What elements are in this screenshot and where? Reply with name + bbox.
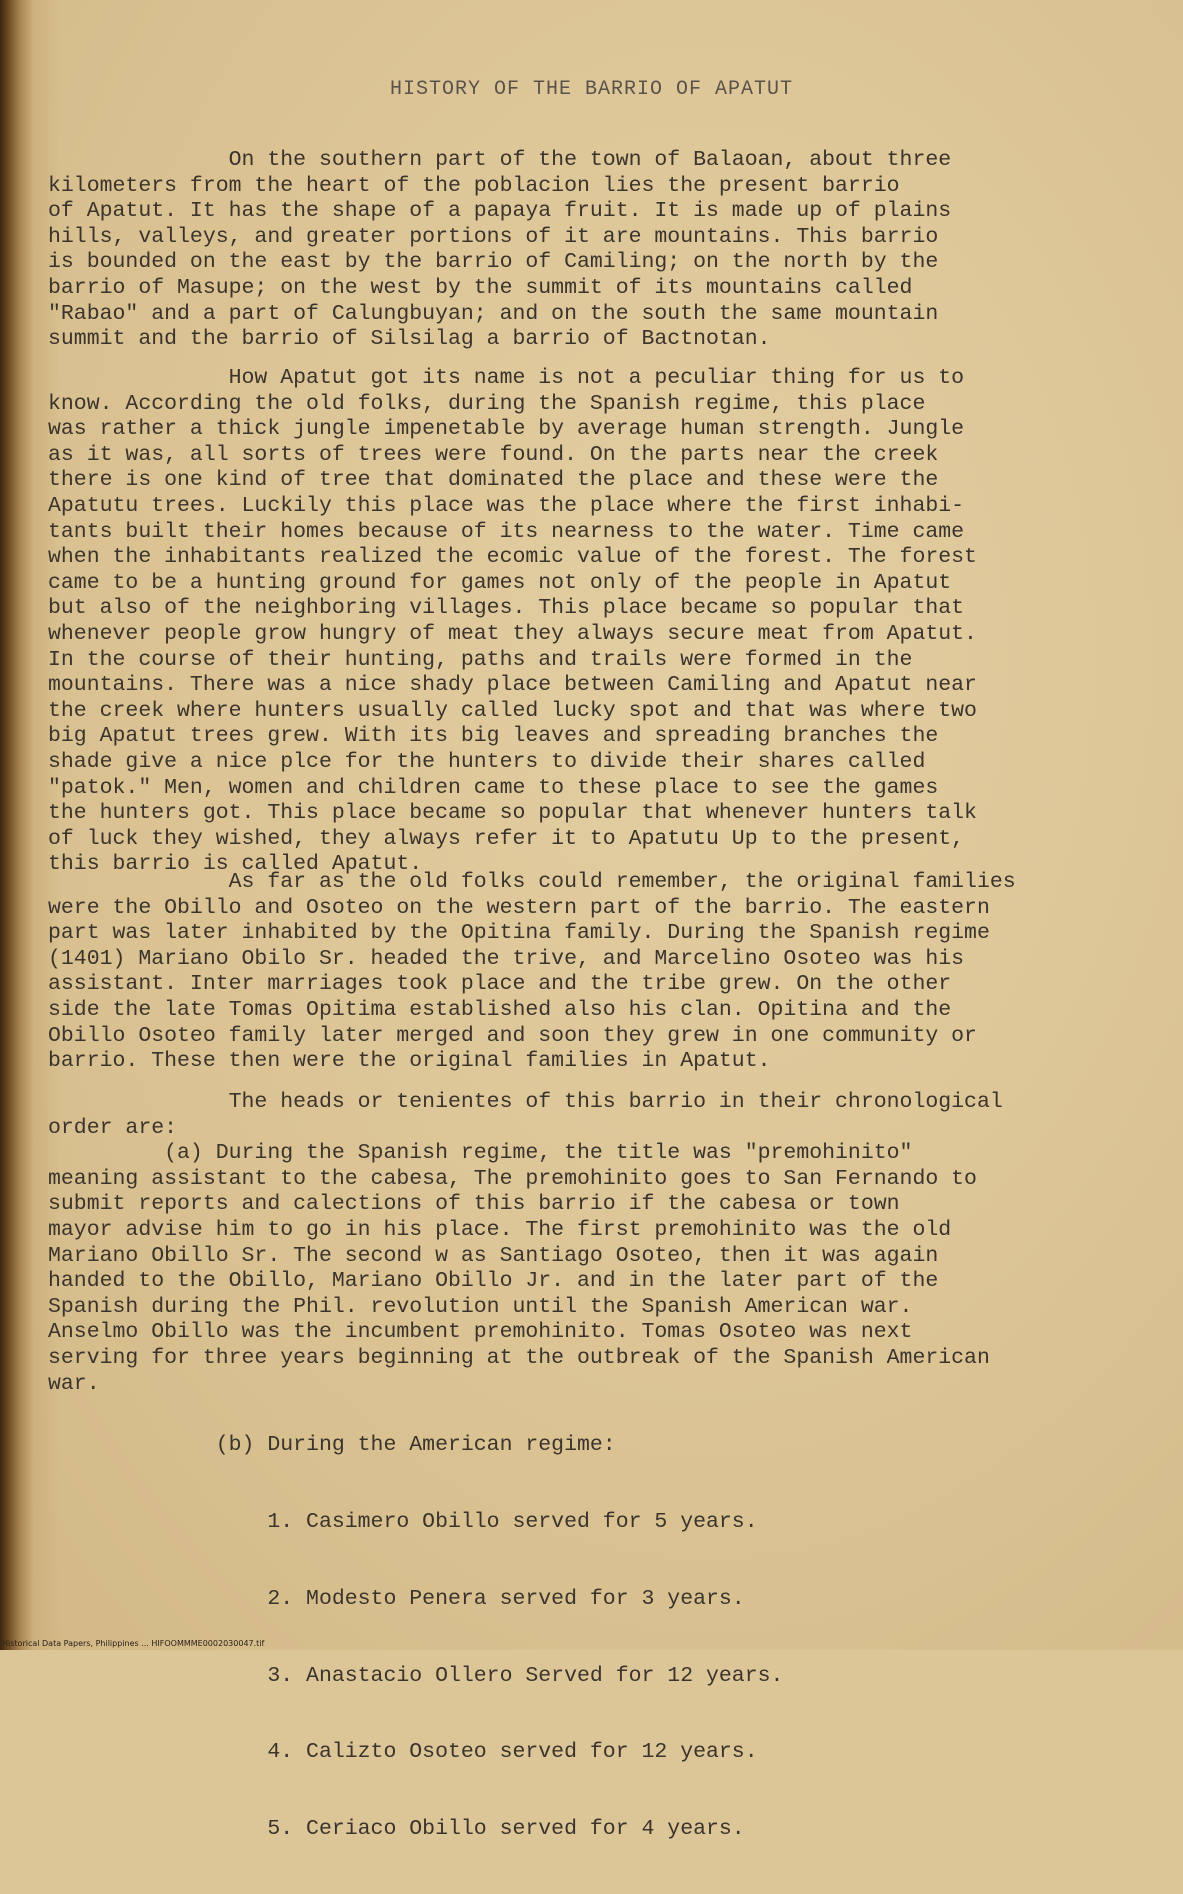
text-line: meaning assistant to the cabesa, The premohinito goes to San Fernando to: [48, 1166, 977, 1191]
text-line: barrio. These then were the original families in Apatut.: [48, 1049, 771, 1074]
paragraph-tenientes: [48, 1090, 1148, 1397]
text-line: know. According the old folks, during the Spanish regime, this place: [48, 391, 926, 416]
text-line: mountains. There was a nice shady place between Camiling and Apatut near: [48, 673, 977, 698]
text-line: "Rabao" and a part of Calungbuyan; and on the south the same mountain: [48, 301, 939, 326]
text-line: came to be a hunting ground for games not only of the people in Apatut: [48, 570, 952, 595]
text-line: whenever people grow hungry of meat they always secure meat from Apatut.: [48, 621, 977, 646]
text-line: side the late Tomas Opitima established also his clan. Opitina and the: [48, 997, 952, 1022]
text-line: summit and the barrio of Silsilag a barrio of Bactnotan.: [48, 327, 771, 352]
text-line: part was later inhabited by the Opitina family. During the Spanish regime: [48, 921, 990, 946]
text-line: when the inhabitants realized the ecomic value of the forest. The forest: [48, 545, 977, 570]
text-line: Spanish during the Phil. revolution until the Spanish American war.: [48, 1294, 913, 1319]
text-line: were the Obillo and Osoteo on the western part of the barrio. The eastern: [48, 895, 990, 920]
text-line: How Apatut got its name is not a peculiar thing for us to: [48, 366, 965, 390]
text-line: of luck they wished, they always refer it to Apatutu Up to the present,: [48, 826, 965, 851]
text-line: mayor advise him to go in his place. The first premohinito was the old: [48, 1217, 952, 1242]
document-title: HISTORY OF THE BARRIO OF APATUT: [389, 78, 794, 101]
text-line: Anselmo Obillo was the incumbent premohinito. Tomas Osoteo was next: [48, 1320, 913, 1345]
text-line: Mariano Obillo Sr. The second w as Santiago Osoteo, then it was again: [48, 1243, 939, 1268]
text-line: (a) During the Spanish regime, the title was "premohinito": [48, 1141, 913, 1166]
text-line: war.: [48, 1371, 100, 1396]
text-line: As far as the old folks could remember, the original families: [48, 870, 1016, 894]
american-regime-list: [48, 1382, 783, 1894]
text-line: of Apatut. It has the shape of a papaya fruit. It is made up of plains: [48, 199, 952, 224]
list-item: 3. Anastacio Ollero Served for 12 years.: [48, 1663, 784, 1688]
text-line: "patok." Men, women and children came to these place to see the games: [48, 775, 939, 800]
text-line: order are:: [48, 1115, 178, 1140]
text-line: Obillo Osoteo family later merged and soon they grew in one community or: [48, 1023, 977, 1048]
text-line: The heads or tenientes of this barrio in their chronological: [48, 1090, 1003, 1114]
text-line: On the southern part of the town of Balaoan, about three: [48, 148, 952, 172]
text-line: shade give a nice plce for the hunters to divide their shares called: [48, 749, 926, 774]
text-line: this barrio is called Apatut.: [48, 852, 423, 877]
list-item: 5. Ceriaco Obillo served for 4 years.: [48, 1817, 745, 1842]
scan-footer-caption: Historical Data Papers, Philippines ... HIFOOMMME0002030047.tif: [2, 1639, 265, 1648]
text-line: tants built their homes because of its nearness to the water. Time came: [48, 519, 965, 544]
text-line: hills, valleys, and greater portions of it are mountains. This barrio: [48, 224, 939, 249]
text-line: (1401) Mariano Obilo Sr. headed the trive, and Marcelino Osoteo was his: [48, 946, 965, 971]
list-item: 1. Casimero Obillo served for 5 years.: [48, 1509, 758, 1534]
text-line: In the course of their hunting, paths and trails were formed in the: [48, 647, 913, 672]
paragraph-original-families: [48, 870, 1148, 1075]
list-item: 4. Calizto Osoteo served for 12 years.: [48, 1740, 758, 1765]
text-line: there is one kind of tree that dominated the place and these were the: [48, 468, 939, 493]
american-regime-heading: (b) During the American regime:: [48, 1433, 616, 1458]
text-line: kilometers from the heart of the poblacion lies the present barrio: [48, 173, 900, 198]
text-line: the creek where hunters usually called lucky spot and that was where two: [48, 698, 977, 723]
text-line: handed to the Obillo, Mariano Obillo Jr. and in the later part of the: [48, 1269, 939, 1294]
list-item: 2. Modesto Penera served for 3 years.: [48, 1586, 745, 1611]
text-line: assistant. Inter marriages took place and the tribe grew. On the other: [48, 972, 952, 997]
text-line: is bounded on the east by the barrio of Camiling; on the north by the: [48, 250, 939, 275]
paragraph-location: [48, 148, 1148, 353]
text-line: barrio of Masupe; on the west by the summit of its mountains called: [48, 275, 913, 300]
text-line: the hunters got. This place became so popular that whenever hunters talk: [48, 801, 977, 826]
text-line: was rather a thick jungle impenetable by average human strength. Jungle: [48, 417, 965, 442]
text-line: big Apatut trees grew. With its big leaves and spreading branches the: [48, 724, 939, 749]
text-line: as it was, all sorts of trees were found. On the parts near the creek: [48, 442, 939, 467]
paragraph-name-origin: [48, 366, 1148, 878]
text-line: but also of the neighboring villages. This place became so popular that: [48, 596, 965, 621]
text-line: serving for three years beginning at the outbreak of the Spanish American: [48, 1345, 990, 1370]
text-line: Apatutu trees. Luckily this place was the place where the first inhabi-: [48, 493, 965, 518]
text-line: submit reports and calections of this barrio if the cabesa or town: [48, 1192, 900, 1217]
